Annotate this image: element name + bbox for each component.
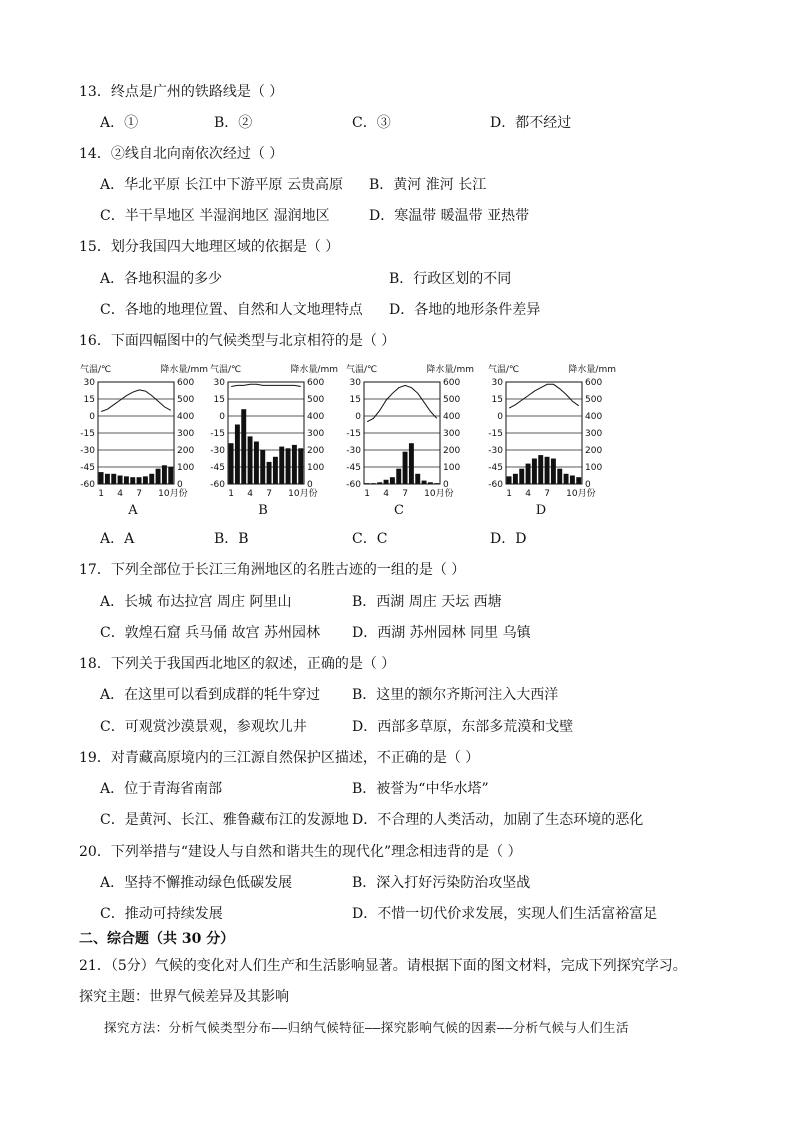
precipitation-bar: [371, 483, 376, 484]
question-14-stem: 14．②线自北向南依次经过（ ）: [79, 146, 284, 162]
x-tick-label: 4: [383, 489, 390, 499]
right-tick-label: 100: [177, 463, 195, 473]
question-17-option-c: C．敦煌石窟 兵马俑 故宫 苏州园林: [100, 625, 321, 641]
precipitation-bar: [267, 462, 272, 484]
chart-label: B: [258, 503, 268, 518]
left-tick-label: -30: [80, 446, 95, 456]
x-tick-label: 10月份: [288, 489, 318, 499]
left-axis-title: 气温/℃: [346, 365, 378, 375]
left-axis-title: 气温/℃: [488, 365, 520, 375]
question-15-stem: 15．划分我国四大地理区域的依据是（ ）: [79, 239, 340, 255]
precipitation-bar: [254, 442, 259, 485]
left-tick-label: 0: [497, 412, 503, 422]
left-tick-label: 0: [219, 412, 225, 422]
precipitation-bar: [298, 448, 303, 484]
temperature-line: [101, 390, 171, 412]
x-tick-label: 7: [402, 489, 409, 499]
climate-chart-d: [486, 360, 626, 520]
precipitation-bar: [390, 477, 395, 484]
precipitation-bar: [403, 452, 408, 484]
x-tick-label: 10月份: [158, 489, 188, 499]
question-14-option-d: D．寒温带 暖温带 亚热带: [369, 208, 530, 224]
left-tick-label: -45: [346, 463, 361, 473]
precipitation-bar: [526, 464, 531, 484]
question-17-option-b: B．西湖 周庄 天坛 西塘: [352, 594, 502, 610]
precipitation-bar: [545, 457, 550, 484]
left-tick-label: -45: [80, 463, 95, 473]
question-19-option-a: A．位于青海省南部: [100, 781, 223, 797]
x-tick-label: 7: [266, 489, 273, 499]
x-tick-label: 7: [136, 489, 143, 499]
question-13-option-a: A．①: [100, 115, 139, 131]
precipitation-bar: [248, 436, 253, 484]
right-tick-label: 500: [443, 395, 461, 405]
chart-label: C: [394, 503, 404, 518]
right-tick-label: 300: [307, 429, 325, 439]
precipitation-bar: [551, 459, 556, 485]
right-tick-label: 400: [443, 412, 461, 422]
precipitation-bar: [286, 448, 291, 484]
precipitation-bar: [137, 477, 142, 484]
left-axis-title: 气温/℃: [80, 365, 112, 375]
right-tick-label: 0: [177, 480, 183, 490]
question-15-option-c: C．各地的地理位置、自然和人文地理特点: [100, 302, 363, 318]
right-tick-label: 0: [443, 480, 449, 490]
right-tick-label: 600: [585, 378, 603, 388]
left-tick-label: 15: [83, 395, 95, 405]
left-tick-label: 30: [83, 378, 95, 388]
left-tick-label: 0: [355, 412, 361, 422]
question-15-option-d: D．各地的地形条件差异: [389, 302, 541, 318]
right-tick-label: 300: [443, 429, 461, 439]
right-tick-label: 600: [443, 378, 461, 388]
precipitation-bar: [118, 476, 123, 485]
x-tick-label: 1: [98, 489, 105, 499]
left-tick-label: -30: [488, 446, 503, 456]
question-21-theme: 探究主题：世界气候差异及其影响: [79, 989, 289, 1005]
right-tick-label: 100: [585, 463, 603, 473]
x-tick-label: 1: [506, 489, 513, 499]
right-tick-label: 500: [307, 395, 325, 405]
chart-label: A: [128, 503, 138, 518]
x-tick-label: 10月份: [424, 489, 454, 499]
left-tick-label: 30: [349, 378, 361, 388]
x-tick-label: 7: [544, 489, 551, 499]
left-tick-label: -60: [488, 480, 503, 490]
x-tick-label: 1: [228, 489, 235, 499]
precipitation-bar: [409, 443, 414, 484]
right-tick-label: 100: [443, 463, 461, 473]
x-tick-label: 4: [247, 489, 254, 499]
question-21-method: 探究方法：分析气候类型分布——归纳气候特征——探究影响气候的因素——分析气候与人们生活: [104, 1020, 629, 1035]
precipitation-bar: [557, 469, 562, 484]
left-tick-label: -30: [210, 446, 225, 456]
question-13-stem: 13．终点是广州的铁路线是（ ）: [79, 84, 284, 100]
x-tick-label: 10月份: [566, 489, 596, 499]
question-18-option-c: C．可观赏沙漠景观，参观坎儿井: [100, 719, 307, 735]
section-2-title: 二、综合题（共 30 分）: [79, 931, 235, 947]
x-tick-label: 4: [117, 489, 124, 499]
left-tick-label: -30: [346, 446, 361, 456]
precipitation-bar: [415, 474, 420, 484]
right-tick-label: 600: [177, 378, 195, 388]
precipitation-bar: [576, 477, 581, 484]
precipitation-bar: [105, 474, 110, 484]
question-15-option-b: B．行政区划的不同: [389, 271, 512, 287]
precipitation-bar: [235, 425, 240, 485]
question-19-option-c: C．是黄河、长江、雅鲁藏布江的发源地: [100, 812, 349, 828]
precipitation-bar: [260, 450, 265, 484]
right-tick-label: 400: [585, 412, 603, 422]
question-18-option-d: D．西部多草原，东部多荒漠和戈壁: [352, 719, 574, 735]
question-14-option-a: A．华北平原 长江中下游平原 云贵高原: [100, 177, 344, 193]
left-tick-label: 30: [491, 378, 503, 388]
question-20-option-c: C．推动可持续发展: [100, 906, 223, 922]
question-16-option-d: D．D: [490, 531, 527, 547]
question-18-stem: 18．下列关于我国西北地区的叙述，正确的是（ ）: [79, 656, 396, 672]
question-16-option-b: B．B: [214, 531, 249, 547]
right-axis-title: 降水量/mm: [160, 365, 208, 375]
precipitation-bar: [507, 476, 512, 484]
precipitation-bar: [241, 409, 246, 484]
precipitation-bar: [273, 457, 278, 484]
precipitation-bar: [229, 443, 234, 484]
precipitation-bar: [111, 474, 116, 484]
left-tick-label: -15: [210, 429, 225, 439]
question-19-option-b: B．被誉为“中华水塔”: [352, 781, 489, 797]
climate-chart-a: [78, 360, 218, 520]
x-tick-label: 1: [364, 489, 371, 499]
question-16-option-c: C．C: [352, 531, 388, 547]
precipitation-bar: [124, 476, 129, 484]
question-17-stem: 17．下列全部位于长江三角洲地区的名胜古迹的一组的是（ ）: [79, 562, 466, 578]
right-axis-title: 降水量/mm: [290, 365, 338, 375]
left-tick-label: -60: [346, 480, 361, 490]
question-20-option-a: A．坚持不懈推动绿色低碳发展: [100, 875, 293, 891]
right-tick-label: 100: [307, 463, 325, 473]
left-tick-label: -15: [346, 429, 361, 439]
climate-chart-c: [344, 360, 484, 520]
right-axis-title: 降水量/mm: [568, 365, 616, 375]
precipitation-bar: [532, 459, 537, 485]
chart-label: D: [535, 503, 547, 518]
right-tick-label: 300: [177, 429, 195, 439]
question-17-option-a: A．长城 布达拉宫 周庄 阿里山: [100, 594, 292, 610]
climate-chart-b: [208, 360, 348, 520]
question-13-option-b: B．②: [214, 115, 253, 131]
temperature-line: [231, 384, 301, 386]
right-tick-label: 200: [177, 446, 195, 456]
left-axis-title: 气温/℃: [210, 365, 242, 375]
question-16-option-a: A．A: [100, 531, 135, 547]
left-tick-label: -15: [80, 429, 95, 439]
right-tick-label: 500: [177, 395, 195, 405]
precipitation-bar: [513, 474, 518, 484]
precipitation-bar: [292, 445, 297, 484]
right-tick-label: 500: [585, 395, 603, 405]
precipitation-bar: [519, 469, 524, 484]
left-tick-label: -15: [488, 429, 503, 439]
precipitation-bar: [564, 474, 569, 484]
question-20-option-d: D．不惜一切代价求发展，实现人们生活富裕富足: [352, 906, 658, 922]
left-tick-label: -60: [210, 480, 225, 490]
left-tick-label: -60: [80, 480, 95, 490]
right-tick-label: 300: [585, 429, 603, 439]
right-axis-title: 降水量/mm: [426, 365, 474, 375]
left-tick-label: -45: [210, 463, 225, 473]
question-19-stem: 19．对青藏高原境内的三江源自然保护区描述，不正确的是（ ）: [79, 750, 480, 766]
precipitation-bar: [422, 481, 427, 484]
left-tick-label: 15: [491, 395, 503, 405]
precipitation-bar: [428, 482, 433, 484]
question-16-stem: 16．下面四幅图中的气候类型与北京相符的是（ ）: [79, 333, 396, 349]
question-15-option-a: A．各地积温的多少: [100, 271, 223, 287]
precipitation-bar: [168, 467, 173, 484]
right-tick-label: 200: [443, 446, 461, 456]
precipitation-bar: [99, 472, 104, 484]
precipitation-bar: [365, 483, 370, 484]
precipitation-bar: [279, 447, 284, 484]
precipitation-bar: [149, 474, 154, 484]
question-20-stem: 20．下列举措与“建设人与自然和谐共生的现代化”理念相违背的是（ ）: [79, 844, 522, 860]
precipitation-bar: [377, 482, 382, 484]
precipitation-bar: [130, 477, 135, 484]
right-tick-label: 200: [307, 446, 325, 456]
right-tick-label: 600: [307, 378, 325, 388]
question-13-option-d: D．都不经过: [490, 115, 572, 131]
question-14-option-c: C．半干旱地区 半湿润地区 湿润地区: [100, 208, 330, 224]
precipitation-bar: [156, 469, 161, 484]
question-21-stem: 21．（5分）气候的变化对人们生产和生活影响显著。请根据下面的图文材料，完成下列探究学习。: [79, 958, 687, 974]
precipitation-bar: [538, 455, 543, 484]
left-tick-label: 15: [213, 395, 225, 405]
precipitation-bar: [162, 465, 167, 484]
left-tick-label: 30: [213, 378, 225, 388]
right-tick-label: 0: [585, 480, 591, 490]
question-20-option-b: B．深入打好污染防治攻坚战: [352, 875, 531, 891]
question-18-option-b: B．这里的额尔齐斯河注入大西洋: [352, 687, 559, 703]
question-18-option-a: A．在这里可以看到成群的牦牛穿过: [100, 687, 321, 703]
temperature-line: [509, 384, 579, 408]
question-19-option-d: D．不合理的人类活动，加剧了生态环境的恶化: [352, 812, 644, 828]
precipitation-bar: [434, 483, 439, 484]
question-17-option-d: D．西湖 苏州园林 同里 乌镇: [352, 625, 531, 641]
question-14-option-b: B．黄河 淮河 长江: [369, 177, 487, 193]
left-tick-label: -45: [488, 463, 503, 473]
right-tick-label: 0: [307, 480, 313, 490]
x-tick-label: 4: [525, 489, 532, 499]
precipitation-bar: [384, 480, 389, 484]
precipitation-bar: [396, 469, 401, 484]
right-tick-label: 200: [585, 446, 603, 456]
precipitation-bar: [570, 476, 575, 485]
precipitation-bar: [143, 476, 148, 484]
left-tick-label: 15: [349, 395, 361, 405]
right-tick-label: 400: [307, 412, 325, 422]
right-tick-label: 400: [177, 412, 195, 422]
question-13-option-c: C．③: [352, 115, 391, 131]
left-tick-label: 0: [89, 412, 95, 422]
